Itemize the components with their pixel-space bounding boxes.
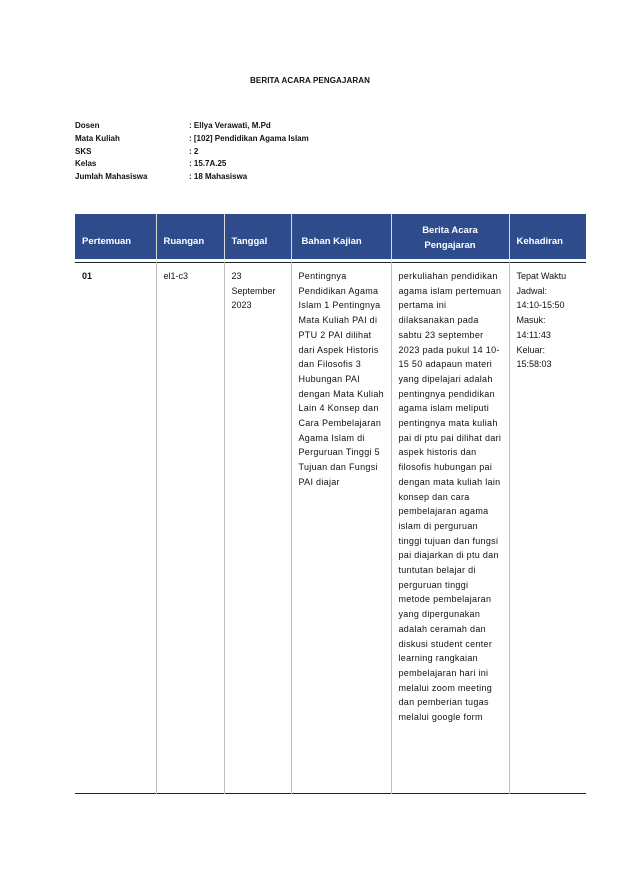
course-info xyxy=(75,120,309,184)
header-pertemuan: Pertemuan xyxy=(75,214,156,259)
info-label: SKS xyxy=(75,146,92,156)
kehadiran-keluar-value: 15:58:03 xyxy=(516,359,552,370)
info-row-dosen xyxy=(75,120,309,133)
cell-kehadiran xyxy=(509,263,586,794)
info-value: : [102] Pendidikan Agama Islam xyxy=(189,133,309,143)
header-ruangan: Ruangan xyxy=(156,214,224,259)
header-kehadiran: Kehadiran xyxy=(509,214,586,259)
info-label: Jumlah Mahasiswa xyxy=(75,172,148,182)
info-label: Mata Kuliah xyxy=(75,133,120,143)
cell-ruangan: el1-c3 xyxy=(156,263,224,794)
kehadiran-keluar-label: Keluar: xyxy=(516,344,546,355)
info-row-jumlah-mahasiswa xyxy=(75,171,309,184)
header-tanggal: Tanggal xyxy=(224,214,291,259)
kehadiran-masuk-value: 14:11:43 xyxy=(516,329,551,340)
header-berita-acara: Berita Acara Pengajaran xyxy=(391,214,509,259)
cell-pertemuan: 01 xyxy=(82,271,93,281)
kehadiran-status: Tepat Waktu xyxy=(516,271,567,281)
kehadiran-masuk-label: Masuk: xyxy=(516,315,546,326)
info-row-mata-kuliah xyxy=(75,133,309,146)
table-row xyxy=(75,263,586,794)
document-title: BERITA ACARA PENGAJARAN xyxy=(250,76,370,85)
table-header-row xyxy=(75,214,586,259)
info-label: Dosen xyxy=(75,121,100,130)
kehadiran-jadwal-label: Jadwal: xyxy=(516,285,548,296)
kehadiran-jadwal-value: 14:10-15:50 xyxy=(516,300,565,311)
info-label: Kelas xyxy=(75,159,97,169)
info-value: : 2 xyxy=(189,146,199,156)
cell-berita-acara: perkuliahan pendidikan agama islam pertemuan pertama ini dilaksanakan pada sabtu 23 september 2023 pada pukul 14 10-15 50 adapaun materi yang dipelajari adalah pentingnya pendidikan agama islam meliputi pentingnya mata kuliah pai di ptu pai dilihat dari aspek historis dan filosofis hubungan pai dengan mata kuliah lain konsep dan cara pembelajaran agama islam di perguruan tinggi tujuan dan fungsi pai diajarkan di ptu dan tuntutan belajar di perguruan tinggi metode pembelajaran yang dipergunakan adalah ceramah dan diskusi student center learning rangkaian pembelajaran hari ini melalui zoom meeting dan pemberian tugas melalui google form xyxy=(391,263,509,794)
teaching-record-table xyxy=(75,214,586,794)
info-row-kelas xyxy=(75,158,309,171)
cell-bahan-kajian: Pentingnya Pendidikan Agama Islam 1 Pentingnya Mata Kuliah PAI di PTU 2 PAI dilihat dari Aspek Historis dan Filosofis 3 Hubungan PAI dengan Mata Kuliah Lain 4 Konsep dan Cara Pembelajaran Agama Islam di Perguruan Tinggi 5 Tujuan dan Fungsi PAI diajar xyxy=(291,263,391,794)
info-value: : 18 Mahasiswa xyxy=(189,172,248,182)
info-value: : 15.7A.25 xyxy=(189,159,227,169)
header-bahan-kajian: Bahan Kajian xyxy=(291,214,391,259)
info-row-sks xyxy=(75,146,309,159)
cell-tanggal: 23 September 2023 xyxy=(224,263,291,794)
info-value: : Ellya Verawati, M.Pd xyxy=(189,121,271,130)
